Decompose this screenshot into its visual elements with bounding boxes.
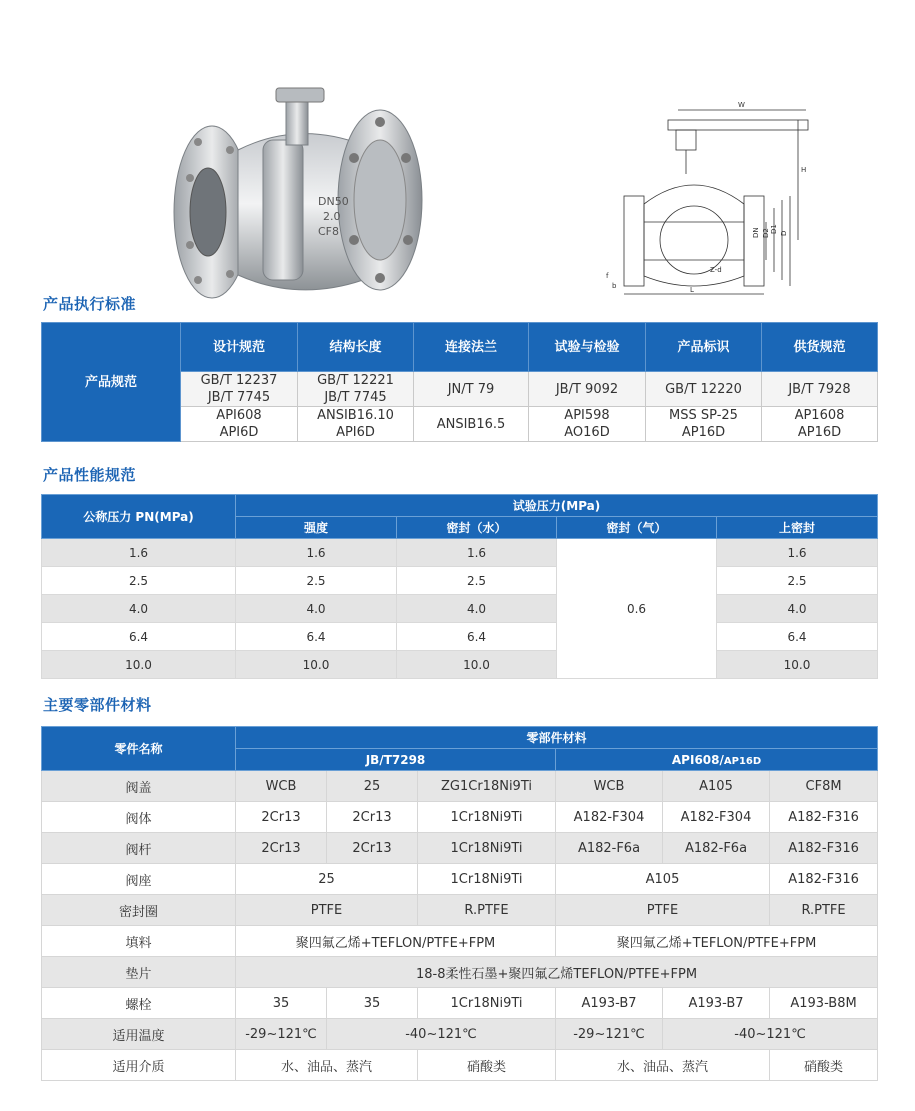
- section-title-performance: 产品性能规范: [43, 466, 137, 484]
- table-cell: 1Cr18Ni9Ti: [418, 864, 556, 895]
- dim-d1: D1: [770, 224, 778, 234]
- section-title-materials: 主要零部件材料: [43, 696, 152, 714]
- table-cell: GB/T 12221 JB/T 7745: [298, 372, 414, 407]
- materials-table: [41, 726, 878, 1081]
- table-row: [42, 567, 878, 595]
- table-cell: 25: [236, 864, 418, 895]
- table-cell: 2.5: [717, 567, 878, 595]
- table-cell: 聚四氟乙烯+TEFLON/PTFE+FPM: [236, 926, 556, 957]
- header-design-spec: 设计规范: [181, 323, 298, 372]
- table-cell: 6.4: [236, 623, 397, 651]
- table-cell: 1Cr18Ni9Ti: [418, 802, 556, 833]
- table-cell: 6.4: [717, 623, 878, 651]
- table-cell: 水、油品、蒸汽: [236, 1050, 418, 1081]
- table-cell: 2Cr13: [236, 802, 327, 833]
- table-cell: 10.0: [42, 651, 236, 679]
- header-water-seal: 密封（水）: [397, 517, 557, 539]
- table-cell: 2Cr13: [327, 833, 418, 864]
- table-cell: GB/T 12237 JB/T 7745: [181, 372, 298, 407]
- header-strength: 强度: [236, 517, 397, 539]
- table-row: [42, 651, 878, 679]
- table-cell: A105: [556, 864, 770, 895]
- part-name: 阀盖: [42, 771, 236, 802]
- table-cell: 2.5: [42, 567, 236, 595]
- table-cell: A193-B8M: [770, 988, 878, 1019]
- table-row: [42, 833, 878, 864]
- table-cell: A182-F6a: [556, 833, 663, 864]
- table-cell: ANSIB16.10 API6D: [298, 407, 414, 442]
- dim-dn: DN: [752, 227, 760, 238]
- table-cell: 18-8柔性石墨+聚四氟乙烯TEFLON/PTFE+FPM: [236, 957, 878, 988]
- header-air-seal: 密封（气）: [557, 517, 717, 539]
- table-cell: JN/T 79: [414, 372, 529, 407]
- table-cell: MSS SP-25 AP16D: [646, 407, 762, 442]
- table-cell: -40~121℃: [663, 1019, 878, 1050]
- table-cell: 聚四氟乙烯+TEFLON/PTFE+FPM: [556, 926, 878, 957]
- table-row: [42, 957, 878, 988]
- row-label-spec: 产品规范: [42, 323, 181, 442]
- table-cell: WCB: [236, 771, 327, 802]
- table-cell: 2.5: [236, 567, 397, 595]
- table-cell: API608 API6D: [181, 407, 298, 442]
- table-cell: R.PTFE: [418, 895, 556, 926]
- table-row: [42, 1019, 878, 1050]
- table-row: [42, 623, 878, 651]
- table-row: [42, 926, 878, 957]
- table-cell: A182-F316: [770, 802, 878, 833]
- table-cell: PTFE: [556, 895, 770, 926]
- table-cell: JB/T 7928: [762, 372, 878, 407]
- table-cell: 10.0: [397, 651, 557, 679]
- table-cell: -40~121℃: [327, 1019, 556, 1050]
- table-cell: 10.0: [236, 651, 397, 679]
- table-cell: 4.0: [717, 595, 878, 623]
- table-cell: ZG1Cr18Ni9Ti: [418, 771, 556, 802]
- table-cell: 2Cr13: [236, 833, 327, 864]
- table-cell: 1.6: [397, 539, 557, 567]
- table-cell: 1.6: [42, 539, 236, 567]
- table-cell: A182-F316: [770, 864, 878, 895]
- table-cell: -29~121℃: [236, 1019, 327, 1050]
- table-cell: 35: [327, 988, 418, 1019]
- header-marking: 产品标识: [646, 323, 762, 372]
- header-part-material: 零部件材料: [236, 727, 878, 749]
- table-cell: A193-B7: [556, 988, 663, 1019]
- table-row: [42, 864, 878, 895]
- header-std-api: API608/AP16D: [556, 749, 878, 771]
- header-length: 结构长度: [298, 323, 414, 372]
- table-cell: ANSIB16.5: [414, 407, 529, 442]
- table-cell: 1.6: [717, 539, 878, 567]
- table-cell: A193-B7: [663, 988, 770, 1019]
- part-name: 填料: [42, 926, 236, 957]
- part-name: 适用介质: [42, 1050, 236, 1081]
- table-cell: 6.4: [42, 623, 236, 651]
- table-cell: 2.5: [397, 567, 557, 595]
- table-cell: 35: [236, 988, 327, 1019]
- dim-b: b: [612, 282, 617, 290]
- table-cell: A182-F304: [663, 802, 770, 833]
- header-test-pressure: 试验压力(MPa): [236, 495, 878, 517]
- table-cell: JB/T 9092: [529, 372, 646, 407]
- header-std-jb: JB/T7298: [236, 749, 556, 771]
- valve-mark-3: CF8: [318, 225, 340, 238]
- table-cell: API598 AO16D: [529, 407, 646, 442]
- valve-dimension-drawing: [598, 96, 820, 304]
- dim-w: W: [738, 101, 745, 109]
- header-flange: 连接法兰: [414, 323, 529, 372]
- table-cell: CF8M: [770, 771, 878, 802]
- table-row: [42, 539, 878, 567]
- table-cell: 6.4: [397, 623, 557, 651]
- table-cell: 4.0: [42, 595, 236, 623]
- part-name: 垫片: [42, 957, 236, 988]
- header-supply: 供货规范: [762, 323, 878, 372]
- table-cell: GB/T 12220: [646, 372, 762, 407]
- air-seal-value: 0.6: [557, 539, 717, 679]
- table-cell: 水、油品、蒸汽: [556, 1050, 770, 1081]
- table-cell: 4.0: [236, 595, 397, 623]
- part-name: 阀体: [42, 802, 236, 833]
- table-cell: 4.0: [397, 595, 557, 623]
- section-title-standards: 产品执行标准: [43, 295, 137, 313]
- table-cell: 1.6: [236, 539, 397, 567]
- table-cell: A105: [663, 771, 770, 802]
- table-cell: 1Cr18Ni9Ti: [418, 833, 556, 864]
- dim-h: H: [801, 166, 807, 174]
- part-name: 适用温度: [42, 1019, 236, 1050]
- table-cell: A182-F316: [770, 833, 878, 864]
- ball-valve-photo: [168, 80, 426, 302]
- table-cell: 硝酸类: [770, 1050, 878, 1081]
- table-row: [42, 1050, 878, 1081]
- table-row: [42, 771, 878, 802]
- part-name: 阀座: [42, 864, 236, 895]
- table-cell: 25: [327, 771, 418, 802]
- part-name: 阀杆: [42, 833, 236, 864]
- dim-l: L: [690, 286, 694, 294]
- table-cell: 1Cr18Ni9Ti: [418, 988, 556, 1019]
- standards-table: [41, 322, 878, 442]
- table-cell: 10.0: [717, 651, 878, 679]
- dim-d2: D2: [762, 228, 770, 238]
- table-row: [42, 802, 878, 833]
- table-cell: A182-F304: [556, 802, 663, 833]
- header-testing: 试验与检验: [529, 323, 646, 372]
- table-cell: 硝酸类: [418, 1050, 556, 1081]
- dim-zd: Z-d: [710, 266, 722, 274]
- part-name: 螺栓: [42, 988, 236, 1019]
- part-name: 密封圈: [42, 895, 236, 926]
- dim-d: D: [780, 230, 788, 236]
- table-cell: -29~121℃: [556, 1019, 663, 1050]
- table-cell: A182-F6a: [663, 833, 770, 864]
- header-nominal-pressure: 公称压力 PN(MPa): [42, 495, 236, 539]
- header-part-name: 零件名称: [42, 727, 236, 771]
- performance-table: [41, 494, 878, 679]
- table-row: [42, 988, 878, 1019]
- valve-mark-1: DN50: [318, 195, 349, 208]
- table-cell: 2Cr13: [327, 802, 418, 833]
- valve-mark-2: 2.0: [323, 210, 341, 223]
- dim-f: f: [606, 272, 609, 280]
- table-cell: WCB: [556, 771, 663, 802]
- table-row: [42, 595, 878, 623]
- table-cell: AP1608 AP16D: [762, 407, 878, 442]
- table-cell: PTFE: [236, 895, 418, 926]
- header-upper-seal: 上密封: [717, 517, 878, 539]
- table-row: [42, 895, 878, 926]
- table-cell: R.PTFE: [770, 895, 878, 926]
